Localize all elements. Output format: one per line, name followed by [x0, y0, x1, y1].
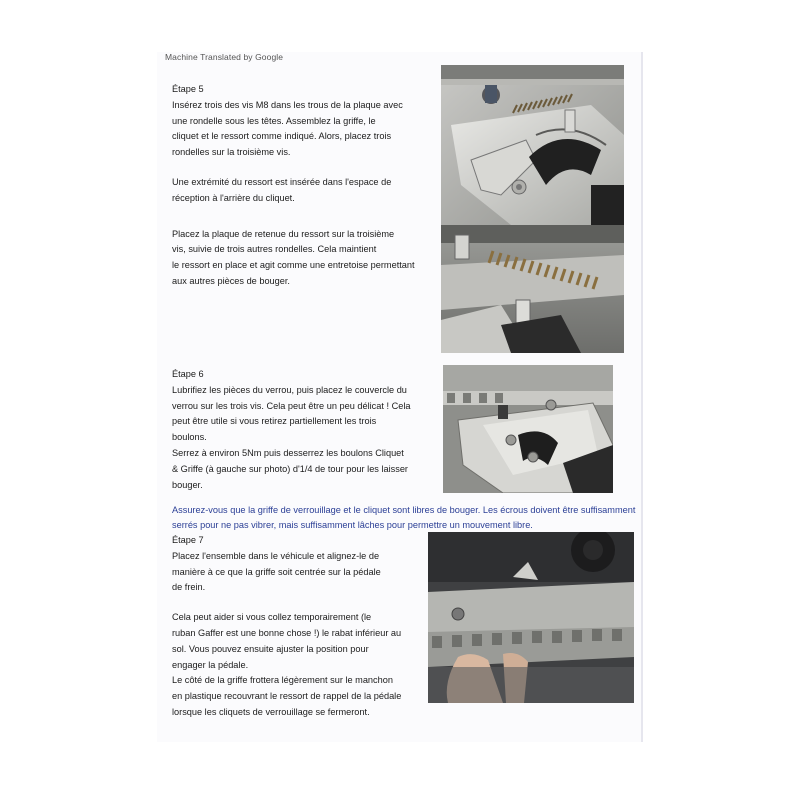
note-line: Assurez-vous que la griffe de verrouillage et le cliquet sont libres de bouger. Les écrous doivent être suffisamment: [172, 505, 636, 515]
step7-title: Étape 7: [172, 535, 204, 545]
step6-text-line: & Griffe (à gauche sur photo) d'1/4 de tour pour les laisser: [172, 463, 408, 474]
step5-text-line: le ressort en place et agit comme une entretoise permettant: [172, 260, 415, 271]
step7-text-line: Le côté de la griffe frottera légèrement sur le manchon: [172, 675, 393, 686]
translation-header: Machine Translated by Google: [165, 52, 284, 62]
step7-text-line: manière à ce que la griffe soit centrée sur la pédale: [172, 566, 381, 577]
step5-text-line: réception à l'arrière du cliquet.: [172, 192, 295, 203]
step7-text-line: sol. Vous pouvez ensuite ajuster la position pour: [172, 643, 369, 654]
step5-text-line: Insérez trois des vis M8 dans les trous de la plaque avec: [172, 99, 403, 110]
step7-text-line: engager la pédale.: [172, 659, 249, 670]
step7-text-line: en plastique recouvrant le ressort de rappel de la pédale: [172, 691, 402, 702]
step7-text-line: Placez l'ensemble dans le véhicule et alignez-le de: [172, 550, 380, 561]
step5-text-line: une rondelle sous les têtes. Assemblez la griffe, le: [172, 115, 376, 126]
step5-text-line: aux autres pièces de bouger.: [172, 275, 290, 286]
photo-claw-spring-assembly: [441, 65, 624, 225]
step7-text-line: Cela peut aider si vous collez temporairement (le: [172, 612, 372, 623]
step6-text-line: Lubrifiez les pièces du verrou, puis placez le couvercle du: [172, 384, 407, 395]
step6-text-line: boulons.: [172, 432, 207, 443]
photo-lock-cover: [443, 365, 613, 493]
step6-text-line: verrou sur les trois vis. Cela peut être un peu délicat ! Cela: [172, 400, 411, 411]
lock-movement-note: [172, 503, 635, 533]
step6-text-line: bouger.: [172, 479, 203, 490]
step5-text-line: vis, suivie de trois autres rondelles. Cela maintient: [172, 244, 377, 255]
step5-text-line: Placez la plaque de retenue du ressort sur la troisième: [172, 228, 395, 239]
step7-text-line: de frein.: [172, 582, 206, 593]
step7-section: [172, 533, 401, 721]
note-line: serrés pour ne pas vibrer, mais suffisamment lâches pour permettre un mouvement libre.: [172, 520, 533, 530]
step5-text-line: cliquet et le ressort comme indiqué. Alors, placez trois: [172, 131, 392, 142]
step6-text-line: Serrez à environ 5Nm puis desserrez les boulons Cliquet: [172, 447, 404, 458]
step5-text-line: Une extrémité du ressort est insérée dans l'espace de: [172, 176, 392, 187]
step6-section: [172, 367, 410, 493]
step7-text-line: ruban Gaffer est une bonne chose !) le rabat inférieur au: [172, 627, 402, 638]
step6-title: Étape 6: [172, 369, 204, 379]
step5-title: Étape 5: [172, 84, 204, 94]
step5-section: [172, 82, 415, 290]
photo-installed-in-vehicle: [428, 532, 634, 703]
step6-text-line: peut être utile si vous retirez partiellement les trois: [172, 416, 377, 427]
photo-spring-retainer: [441, 225, 624, 353]
step7-text-line: lorsque les cliquets de verrouillage se fermeront.: [172, 706, 370, 717]
step5-text-line: rondelles sur la troisième vis.: [172, 147, 291, 158]
